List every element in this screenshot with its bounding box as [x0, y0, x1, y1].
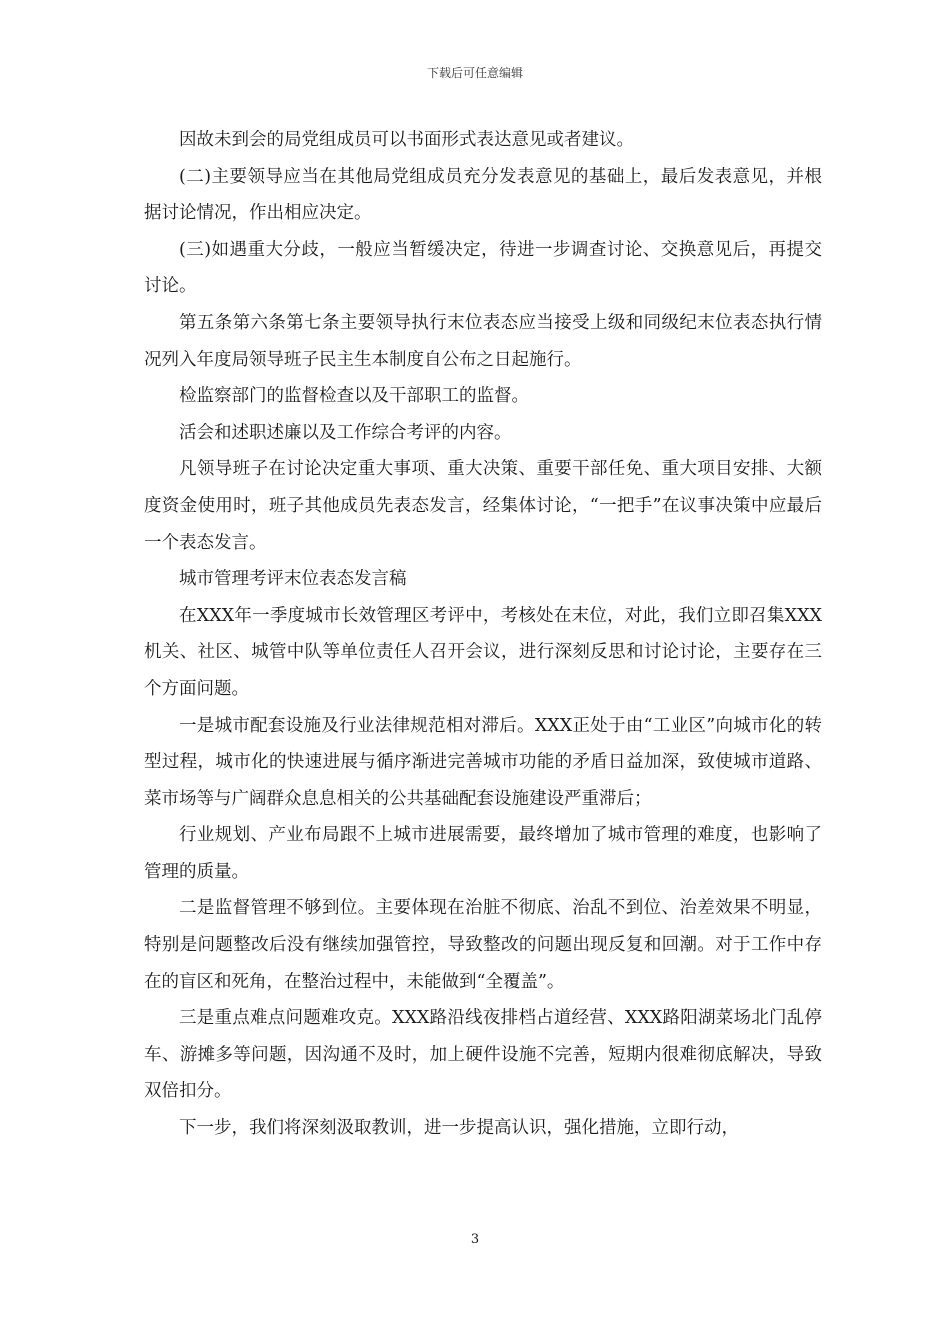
paragraph: 二是监督管理不够到位。主要体现在治脏不彻底、治乱不到位、治差效果不明显，特别是问题整改后没有继续加强管控，导致整改的问题出现反复和回潮。对于工作中存在的盲区和死角，在整治过程中，未能做到“全覆盖”。: [144, 898, 822, 992]
paragraph: 在XXX年一季度城市长效管理区考评中，考核处在末位，对此，我们立即召集XXX机关、社区、城管中队等单位责任人召开会议，进行深刻反思和讨论讨论，主要存在三个方面问题。: [144, 605, 822, 699]
section-title: 城市管理考评末位表态发言稿: [179, 569, 407, 590]
paragraph: 凡领导班子在讨论决定重大事项、重大决策、重要干部任免、重大项目安排、大额度资金使用时，班子其他成员先表态发言，经集体讨论，“一把手”在议事决策中应最后一个表态发言。: [144, 459, 822, 553]
paragraph: 行业规划、产业布局跟不上城市进展需要，最终增加了城市管理的难度，也影响了管理的质量。: [144, 825, 822, 882]
paragraph: 检监察部门的监督检查以及干部职工的监督。: [179, 386, 529, 407]
paragraph: 下一步，我们将深刻汲取教训，进一步提高认识，强化措施，立即行动，: [179, 1118, 739, 1139]
paragraph: 活会和述职述廉以及工作综合考评的内容。: [179, 422, 512, 443]
paragraph: 一是城市配套设施及行业法律规范相对滞后。XXX正处于由“工业区”向城市化的转型过程，城市化的快速进展与循序渐进完善城市功能的矛盾日益加深，致使城市道路、菜市场等与广阔群众息息相关的公共基础配套设施建设严重滞后；: [144, 715, 822, 809]
paragraph: 第五条第六条第七条主要领导执行末位表态应当接受上级和同级纪末位表态执行情况列入年度局领导班子民主生本制度自公布之日起施行。: [144, 312, 822, 370]
document-body: [144, 122, 822, 1147]
paragraph: 因故未到会的局党组成员可以书面形式表达意见或者建议。: [179, 130, 634, 150]
paragraph: 三是重点难点问题难攻克。XXX路沿线夜排档占道经营、XXX路阳湖菜场北门乱停车、游摊多等问题，因沟通不及时，加上硬件设施不完善，短期内很难彻底解决，导致双倍扣分。: [144, 1008, 822, 1102]
page-header: 下载后可任意编辑: [426, 66, 523, 80]
paragraph: (三)如遇重大分歧，一般应当暂缓决定，待进一步调查讨论、交换意见后，再提交讨论。: [144, 239, 822, 297]
page-number: 3: [470, 1232, 480, 1247]
paragraph: (二)主要领导应当在其他局党组成员充分发表意见的基础上，最后发表意见，并根据讨论情况，作出相应决定。: [144, 166, 822, 224]
